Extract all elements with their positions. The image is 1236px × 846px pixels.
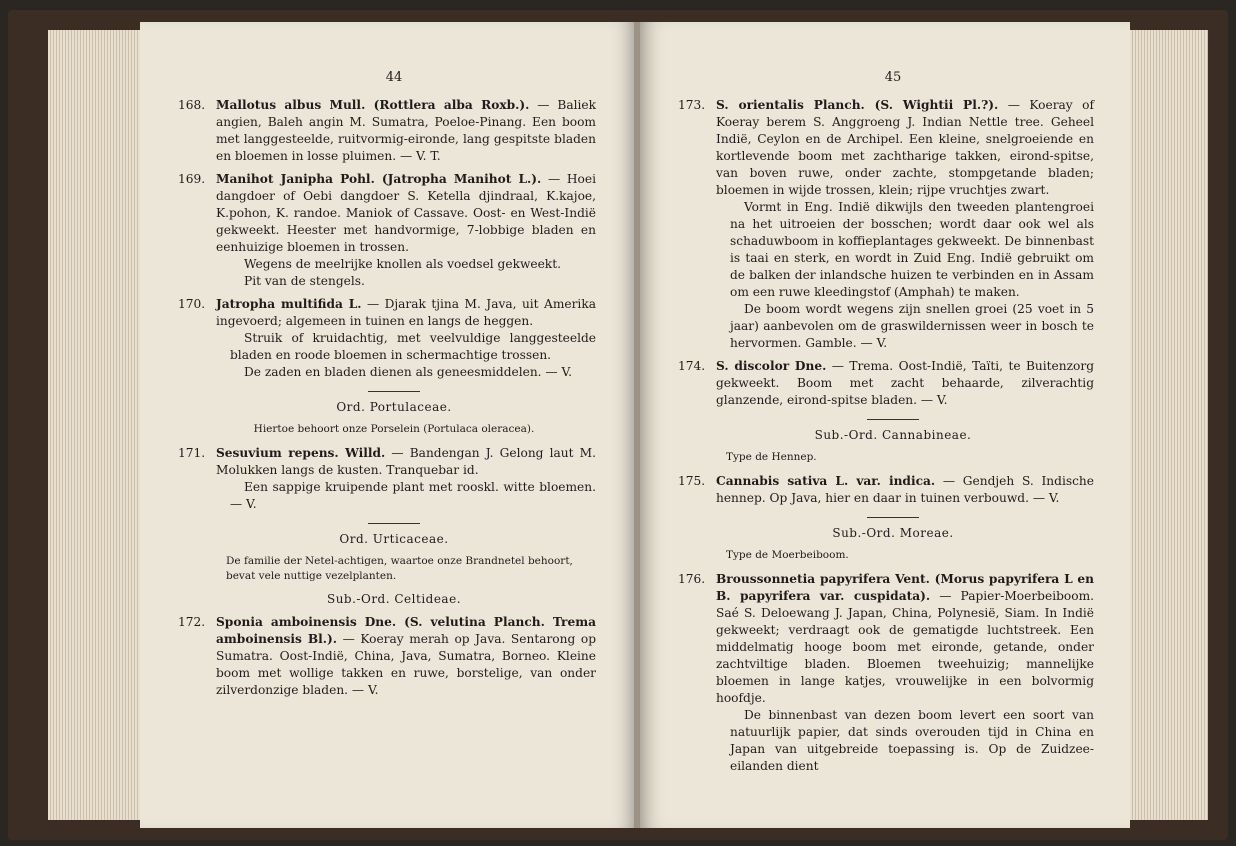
family-note: De familie der Netel-achtigen, waartoe onze Brandnetel behoort, bevat vele nuttige vezelplanten. (226, 555, 573, 582)
page-number: 45 (884, 70, 902, 85)
species-name: S. orientalis Planch. (S. Wightii Pl.?). (716, 98, 999, 112)
section-divider (368, 523, 420, 524)
entry-number: 170. (178, 297, 206, 311)
entry-170 (178, 296, 596, 381)
entry-paragraph: Vormt in Eng. Indië dikwijls den tweeden plantengroei na het uitroeien der bosschen; wordt daar ook wel als schaduwboom in koffieplantages gekweekt. De binnenbast is taai en sterk, en wordt in Zuid Eng. Indië gebruikt om de balken der inlandsche huizen te verbinden en in Assam om een ruwe kleedingstof (Amphah) te maken. (730, 200, 1094, 299)
entry-text: — Hoei dangdoer of Oebi dangdoer S. Ketella djindraal, K.kajoe, K.pohon, K. randoe. Maniok of Cassave. Oost- en West-Indië gekweekt. Heester met handvormige, 7-lobbige bladen en eenhuizige bloemen in trossen. (216, 172, 597, 254)
entry-174 (678, 358, 1094, 409)
entry-text: — Gendjeh S. Indische hennep. Op Java, hier en daar in tuinen verbouwd. — V. (716, 474, 1094, 505)
entry-172 (178, 614, 596, 699)
species-name: Broussonnetia papyrifera Vent. (Morus papyrifera L en B. papyrifera var. cuspidata). (716, 572, 1094, 603)
family-note: Type de Hennep. (726, 451, 817, 463)
entry-number: 175. (678, 474, 706, 488)
entry-text: — Papier-Moerbeiboom. Saé S. Deloewang J. Japan, China, Polynesië, Siam. In Indië gekweekt; verdraagt ook de gematigde luchtstreek. Een middelmatig hooge boom met eironde, getande, onder zachtviltige bladen. Bloemen tweehuizig; mannelijke bloemen in lange katjes, vrouwelijke in een bolvormig hoofdje. (716, 589, 1094, 705)
entry-paragraph: De binnenbast van dezen boom levert een soort van natuurlijk papier, dat sinds overouden tijd in China en Japan van uitgebreide toepassing is. Op de Zuidzee-eilanden dient (730, 708, 1094, 773)
suborder-heading: Sub.-Ord. Moreae. (832, 526, 954, 540)
entry-number: 172. (178, 615, 206, 629)
right-page (640, 22, 1130, 828)
entry-number: 176. (678, 572, 706, 586)
page-number: 44 (385, 70, 403, 85)
order-heading: Ord. Portulaceae. (336, 400, 452, 414)
order-heading: Ord. Urticaceae. (339, 532, 449, 546)
species-name: Mallotus albus Mull. (Rottlera alba Roxb.). (216, 98, 530, 112)
species-name: Sponia amboinensis Dne. (S. velutina Planch. Trema amboinensis Bl.). (216, 615, 596, 646)
entry-169 (178, 171, 597, 290)
entry-171 (178, 445, 596, 513)
entry-number: 171. (178, 446, 206, 460)
entry-paragraph: Pit van de stengels. (244, 274, 365, 288)
entry-number: 169. (178, 172, 206, 186)
family-note: Type de Moerbeiboom. (726, 549, 849, 561)
species-name: S. discolor Dne. (716, 359, 827, 373)
species-name: Sesuvium repens. Willd. (216, 446, 386, 460)
suborder-heading: Sub.-Ord. Celtideae. (326, 592, 462, 606)
entry-paragraph: Wegens de meelrijke knollen als voedsel gekweekt. (244, 257, 561, 271)
species-name: Manihot Janipha Pohl. (Jatropha Manihot L.). (216, 172, 542, 186)
section-divider (867, 517, 919, 518)
species-name: Cannabis sativa L. var. indica. (716, 474, 936, 488)
family-note: Hiertoe behoort onze Porselein (Portulaca oleracea). (253, 423, 535, 435)
page-edges-left (48, 30, 140, 820)
left-page (140, 22, 636, 828)
entry-number: 174. (678, 359, 706, 373)
suborder-heading: Sub.-Ord. Cannabineae. (814, 428, 972, 442)
page-edges-right (1130, 30, 1208, 820)
section-divider (368, 391, 420, 392)
entry-176 (678, 571, 1094, 775)
entry-text: — Bandengan J. Gelong laut M. Molukken langs de kusten. Tranquebar id. (216, 446, 596, 477)
entry-text: — Koeray merah op Java. Sentarong op Sumatra. Oost-Indië, China, Java, Sumatra, Borneo. Kleine boom met wollige takken en ruwe, borstelige, van onder zilverdonzige bladen. — V. (216, 632, 596, 697)
entry-paragraph: Een sappige kruipende plant met rooskl. witte bloemen. — V. (230, 480, 596, 511)
species-name: Jatropha multifida L. (216, 297, 362, 311)
entry-text: — Baliek angien, Baleh angin M. Sumatra, Poeloe-Pinang. Een boom met langgesteelde, ruitvormig-eironde, lang gespitste bladen en bloemen in losse pluimen. — V. T. (216, 98, 596, 163)
section-divider (867, 419, 919, 420)
entry-175 (678, 473, 1094, 507)
entry-text: — Koeray of Koeray berem S. Anggroeng J. Indian Nettle tree. Geheel Indië, Ceylon en de Archipel. Een kleine, snelgroeiende en kortlevende boom met zachtharige takken, eirond-spitse, van boven ruwe, onder zachte, stompgetande bladen; bloemen in wijde trossen, klein; rijpe vruchtjes zwart. (716, 98, 1094, 197)
entry-text: — Trema. Oost-Indië, Taïti, te Buitenzorg gekweekt. Boom met zacht behaarde, zilverachtig glanzende, eirond-spitse bladen. — V. (716, 359, 1094, 407)
entry-paragraph: De zaden en bladen dienen als geneesmiddelen. — V. (244, 365, 573, 379)
entry-paragraph: De boom wordt wegens zijn snellen groei (25 voet in 5 jaar) aanbevolen om de graswildernissen weer in bosch te hervormen. Gamble. — V. (730, 302, 1094, 350)
entry-paragraph: Struik of kruidachtig, met veelvuldige langgesteelde bladen en roode bloemen in schermachtige trossen. (230, 331, 596, 362)
entry-173 (678, 97, 1094, 352)
entry-number: 173. (678, 98, 706, 112)
entry-168 (178, 97, 596, 165)
entry-number: 168. (178, 98, 206, 112)
entry-text: — Djarak tjina M. Java, uit Amerika ingevoerd; algemeen in tuinen en langs de heggen. (216, 297, 596, 328)
